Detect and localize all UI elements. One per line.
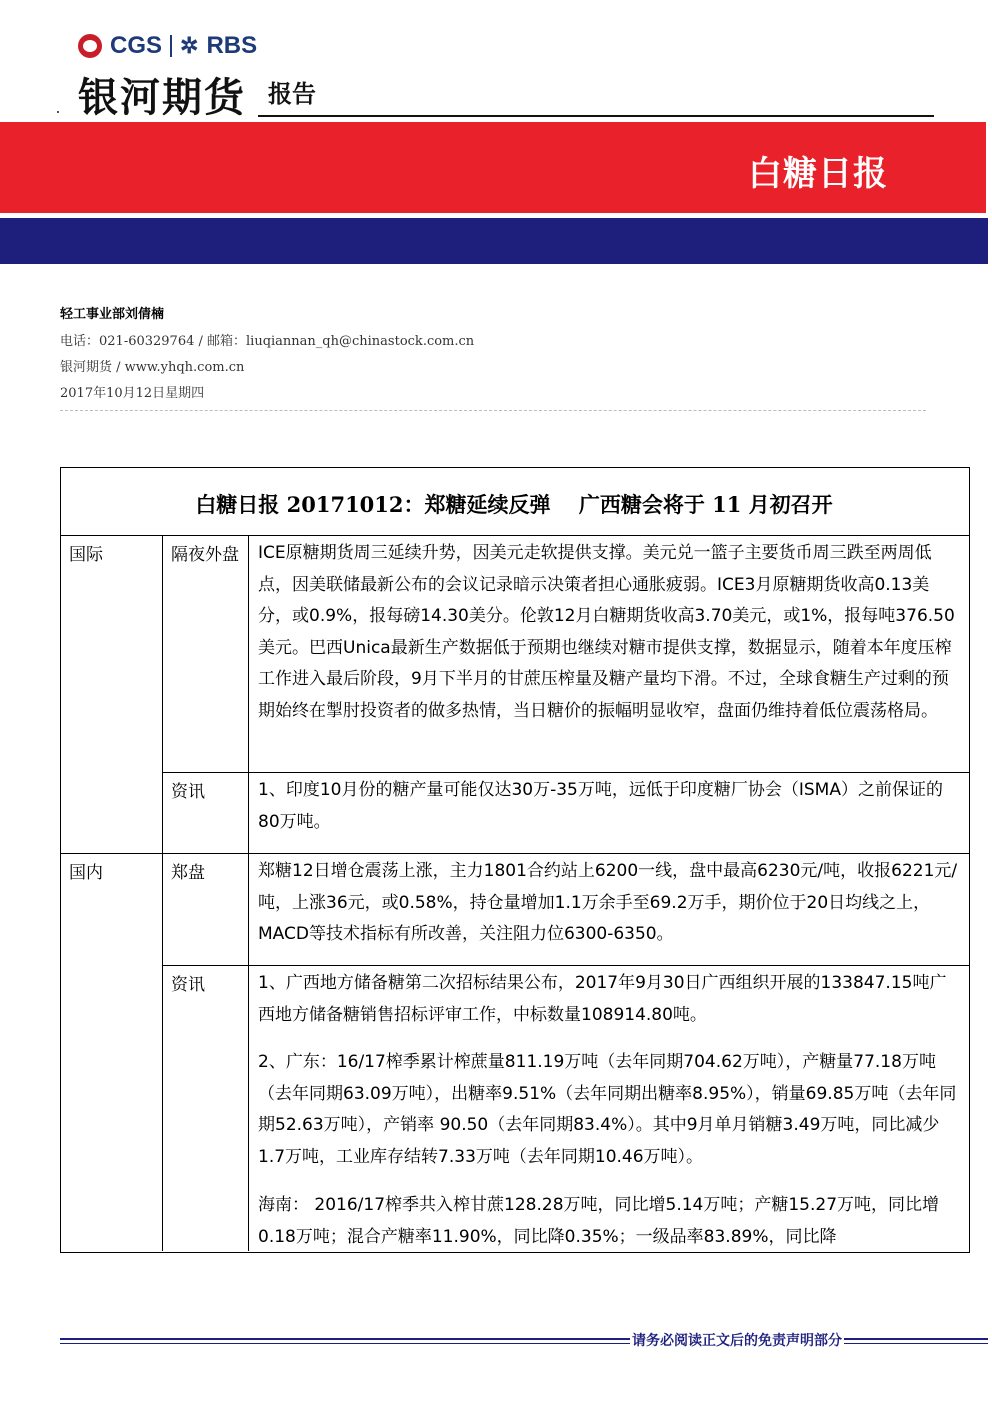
footer-rule: [60, 1338, 988, 1340]
row-text: 郑糖12日增仓震荡上涨，主力1801合约站上6200一线，盘中最高6230元/吨，收报6221元/吨，上涨36元，或0.58%，持仓量增加1.1万余手至69.2万手，期价位于20日均线之上，MACD等技术指标有所改善，关注阻力位6300-6350。: [258, 861, 958, 944]
row-text: ICE原糖期货周三延续升势，因美元走软提供支撑。美元兑一篮子主要货币周三跌至两周低点，因美联储最新公布的会议记录暗示决策者担心通胀疲弱。ICE3月原糖期货收高0.13美分，或0.9%，报每磅14.30美分。伦敦12月白糖期货收高3.70美元，或1%，报每吨376.50美元。巴西Unica最新生产数据低于预期也继续对糖市提供支撑，数据显示，随着本年度压榨工作进入最后阶段，9月下半月的甘蔗压榨量及糖产量均下滑。不过，全球食糖生产过剩的预期始终在掣肘投资者的做多热情，当日糖价的振幅明显收窄，盘面仍维持着低位震荡格局。: [258, 543, 955, 721]
row-label: 资讯: [171, 782, 205, 802]
website-line[interactable]: 银河期货 / www.yhqh.com.cn: [60, 360, 245, 375]
logo-divider: [170, 35, 172, 57]
row-label: 隔夜外盘: [171, 545, 239, 565]
region-label: 国内: [69, 863, 103, 883]
row-text: 1、印度10月份的糖产量可能仅达30万-35万吨，远低于印度糖厂协会（ISMA）之前保证的80万吨。: [258, 780, 943, 832]
contact-line: 电话：021-60329764 / 邮箱：liuqiannan_qh@chinastock.com.cn: [60, 334, 475, 349]
brand-name: 银河期货: [78, 75, 246, 121]
cgs-swirl-icon: [78, 34, 102, 58]
band-title: 白糖日报: [748, 154, 888, 194]
row-text: 1、广西地方储备糖第二次招标结果公布，2017年9月30日广西组织开展的133847.15吨广西地方储备糖销售招标评审工作，中标数量108914.80吨。: [258, 973, 947, 1025]
header-rule: [258, 115, 934, 117]
footer-rule: [60, 1343, 988, 1344]
cgs-rbs-logo: [78, 32, 257, 60]
report-word: 报告: [268, 80, 316, 108]
table-rule: [162, 965, 969, 966]
table-rule: [60, 535, 969, 536]
blue-band: [0, 218, 988, 264]
report-title: 白糖日报 20171012：郑糖延续反弹 广西糖会将于 11 月初召开: [195, 492, 833, 517]
region-label: 国际: [69, 545, 103, 565]
row-text: 海南： 2016/17榨季共入榨甘蔗128.28万吨，同比增5.14万吨；产糖15.27万吨，同比增0.18万吨；混合产糖率11.90%，同比降0.35%；一级品率83.89%，同比降: [258, 1195, 940, 1247]
table-rule: [162, 772, 969, 773]
rbs-mark-icon: ✲: [180, 33, 199, 58]
logo-rbs-text: RBS: [206, 32, 258, 59]
row-label: 资讯: [171, 975, 205, 995]
report-date: 2017年10月12日星期四: [60, 386, 205, 401]
dashed-divider: [60, 410, 926, 411]
table-rule: [60, 853, 969, 854]
logo-cgs-text: CGS: [110, 32, 163, 59]
row-label: 郑盘: [171, 863, 205, 883]
disclaimer-note: 请务必阅读正文后的免责声明部分: [630, 1330, 844, 1350]
table-column-rule: [162, 535, 163, 1251]
header-dot: [57, 111, 59, 113]
author: 轻工事业部刘倩楠: [60, 307, 165, 322]
row-text: 2、广东：16/17榨季累计榨蔗量811.19万吨（去年同期704.62万吨），产糖量77.18万吨（去年同期63.09万吨），出糖率9.51%（去年同期出糖率8.95%），销量69.85万吨（去年同期52.63万吨），产销率 90.50（去年同期83.4%）。其中9月单月销糖3.49万吨，同比减少1.7万吨，工业库存结转7.33万吨（去年同期10.46万吨）。: [258, 1052, 957, 1167]
table-column-rule: [248, 535, 249, 1251]
